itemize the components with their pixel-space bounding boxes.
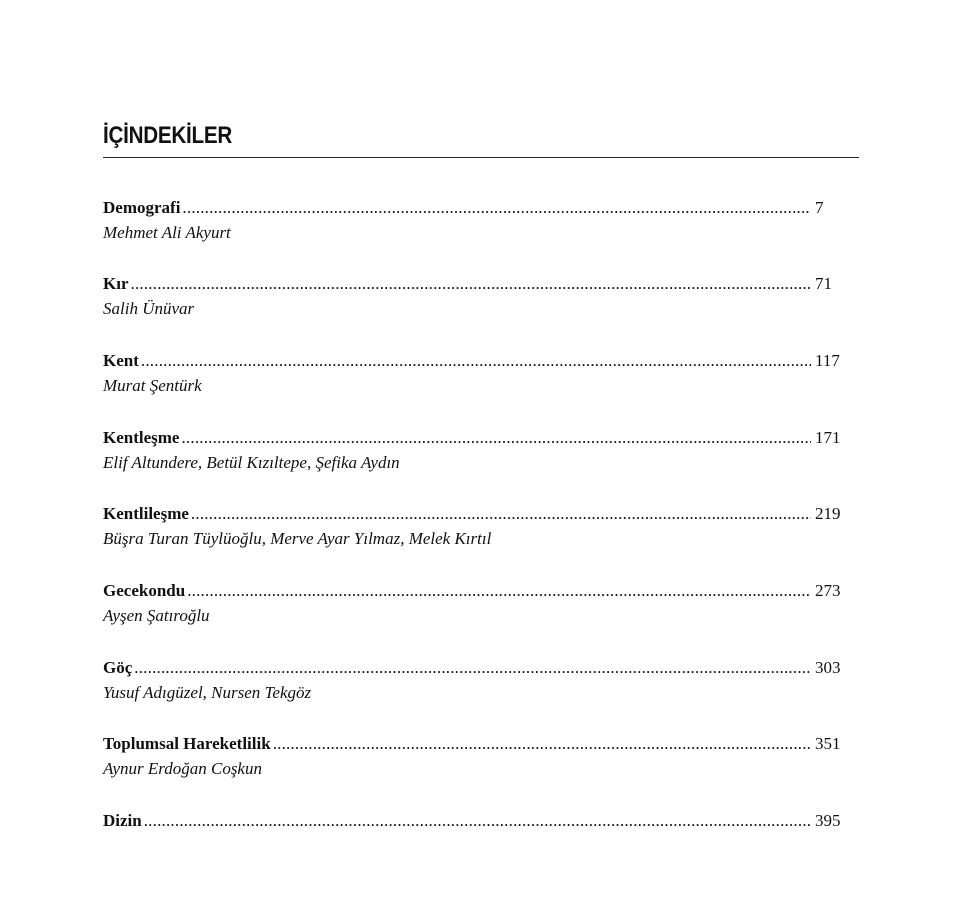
toc-entry-author: Aynur Erdoğan Coşkun [103,759,262,778]
dot-leader [134,657,811,679]
toc-entry-title: Kentleşme [103,428,180,447]
toc-entry-page: 7 [815,198,824,217]
toc-entry-title: Gecekondu [103,581,186,600]
dot-leader [182,197,811,219]
toc-entry-title: Kent [103,351,139,370]
dot-leader [131,273,812,295]
toc-entry-author: Elif Altundere, Betül Kızıltepe, Şefika Aydın [103,453,400,472]
toc-entry-title: Toplumsal Hareketlilik [103,734,271,753]
toc-entry-demografi[interactable] [103,197,845,244]
toc-entry-author: Murat Şentürk [103,376,202,395]
toc-entry-author: Mehmet Ali Akyurt [103,223,231,242]
toc-entry-dizin[interactable] [103,810,845,832]
toc-entry-line [103,427,845,449]
toc-entry-page: 351 [815,734,841,753]
toc-entry-line [103,733,845,755]
dot-leader [141,350,811,372]
toc-entry-line [103,350,845,372]
toc-entry-gecekondu[interactable] [103,580,845,627]
toc-entry-page: 117 [815,351,840,370]
toc-entry-title: Göç [103,658,133,677]
toc-entry-title: Kır [103,274,129,293]
dot-leader [144,810,811,832]
toc-entry-page: 171 [815,428,841,447]
toc-entry-kentlilesme[interactable] [103,503,845,550]
toc-entry-line [103,503,845,525]
table-of-contents [103,0,845,922]
dot-leader [273,733,811,755]
toc-entry-kent[interactable] [103,350,845,397]
dot-leader [187,580,811,602]
toc-entry-author: Yusuf Adıgüzel, Nursen Tekgöz [103,683,312,702]
toc-entry-line [103,273,845,295]
toc-entry-page: 395 [815,811,841,830]
toc-entry-title: Dizin [103,811,142,830]
dot-leader [181,427,811,449]
toc-entry-page: 71 [815,274,832,293]
toc-heading-text: İÇİNDEKİLER [103,122,233,149]
toc-entry-kentlesme[interactable] [103,427,845,474]
toc-entry-page: 273 [815,581,841,600]
toc-entry-title: Kentlileşme [103,504,189,523]
toc-entry-line [103,810,845,832]
toc-entry-goc[interactable] [103,657,845,704]
toc-entry-toplumsal-hareketlilik[interactable] [103,733,845,780]
toc-entry-page: 219 [815,504,841,523]
dot-leader [191,503,811,525]
toc-entry-line [103,657,845,679]
toc-entry-author: Ayşen Şatıroğlu [103,606,210,625]
toc-entry-line [103,197,845,219]
toc-entry-kir[interactable] [103,273,845,320]
toc-entry-page: 303 [815,658,841,677]
toc-entry-author: Büşra Turan Tüylüoğlu, Merve Ayar Yılmaz, Melek Kırtıl [103,529,492,548]
toc-entry-title: Demografi [103,198,181,217]
toc-entry-line [103,580,845,602]
toc-entry-author: Salih Ünüvar [103,299,195,318]
